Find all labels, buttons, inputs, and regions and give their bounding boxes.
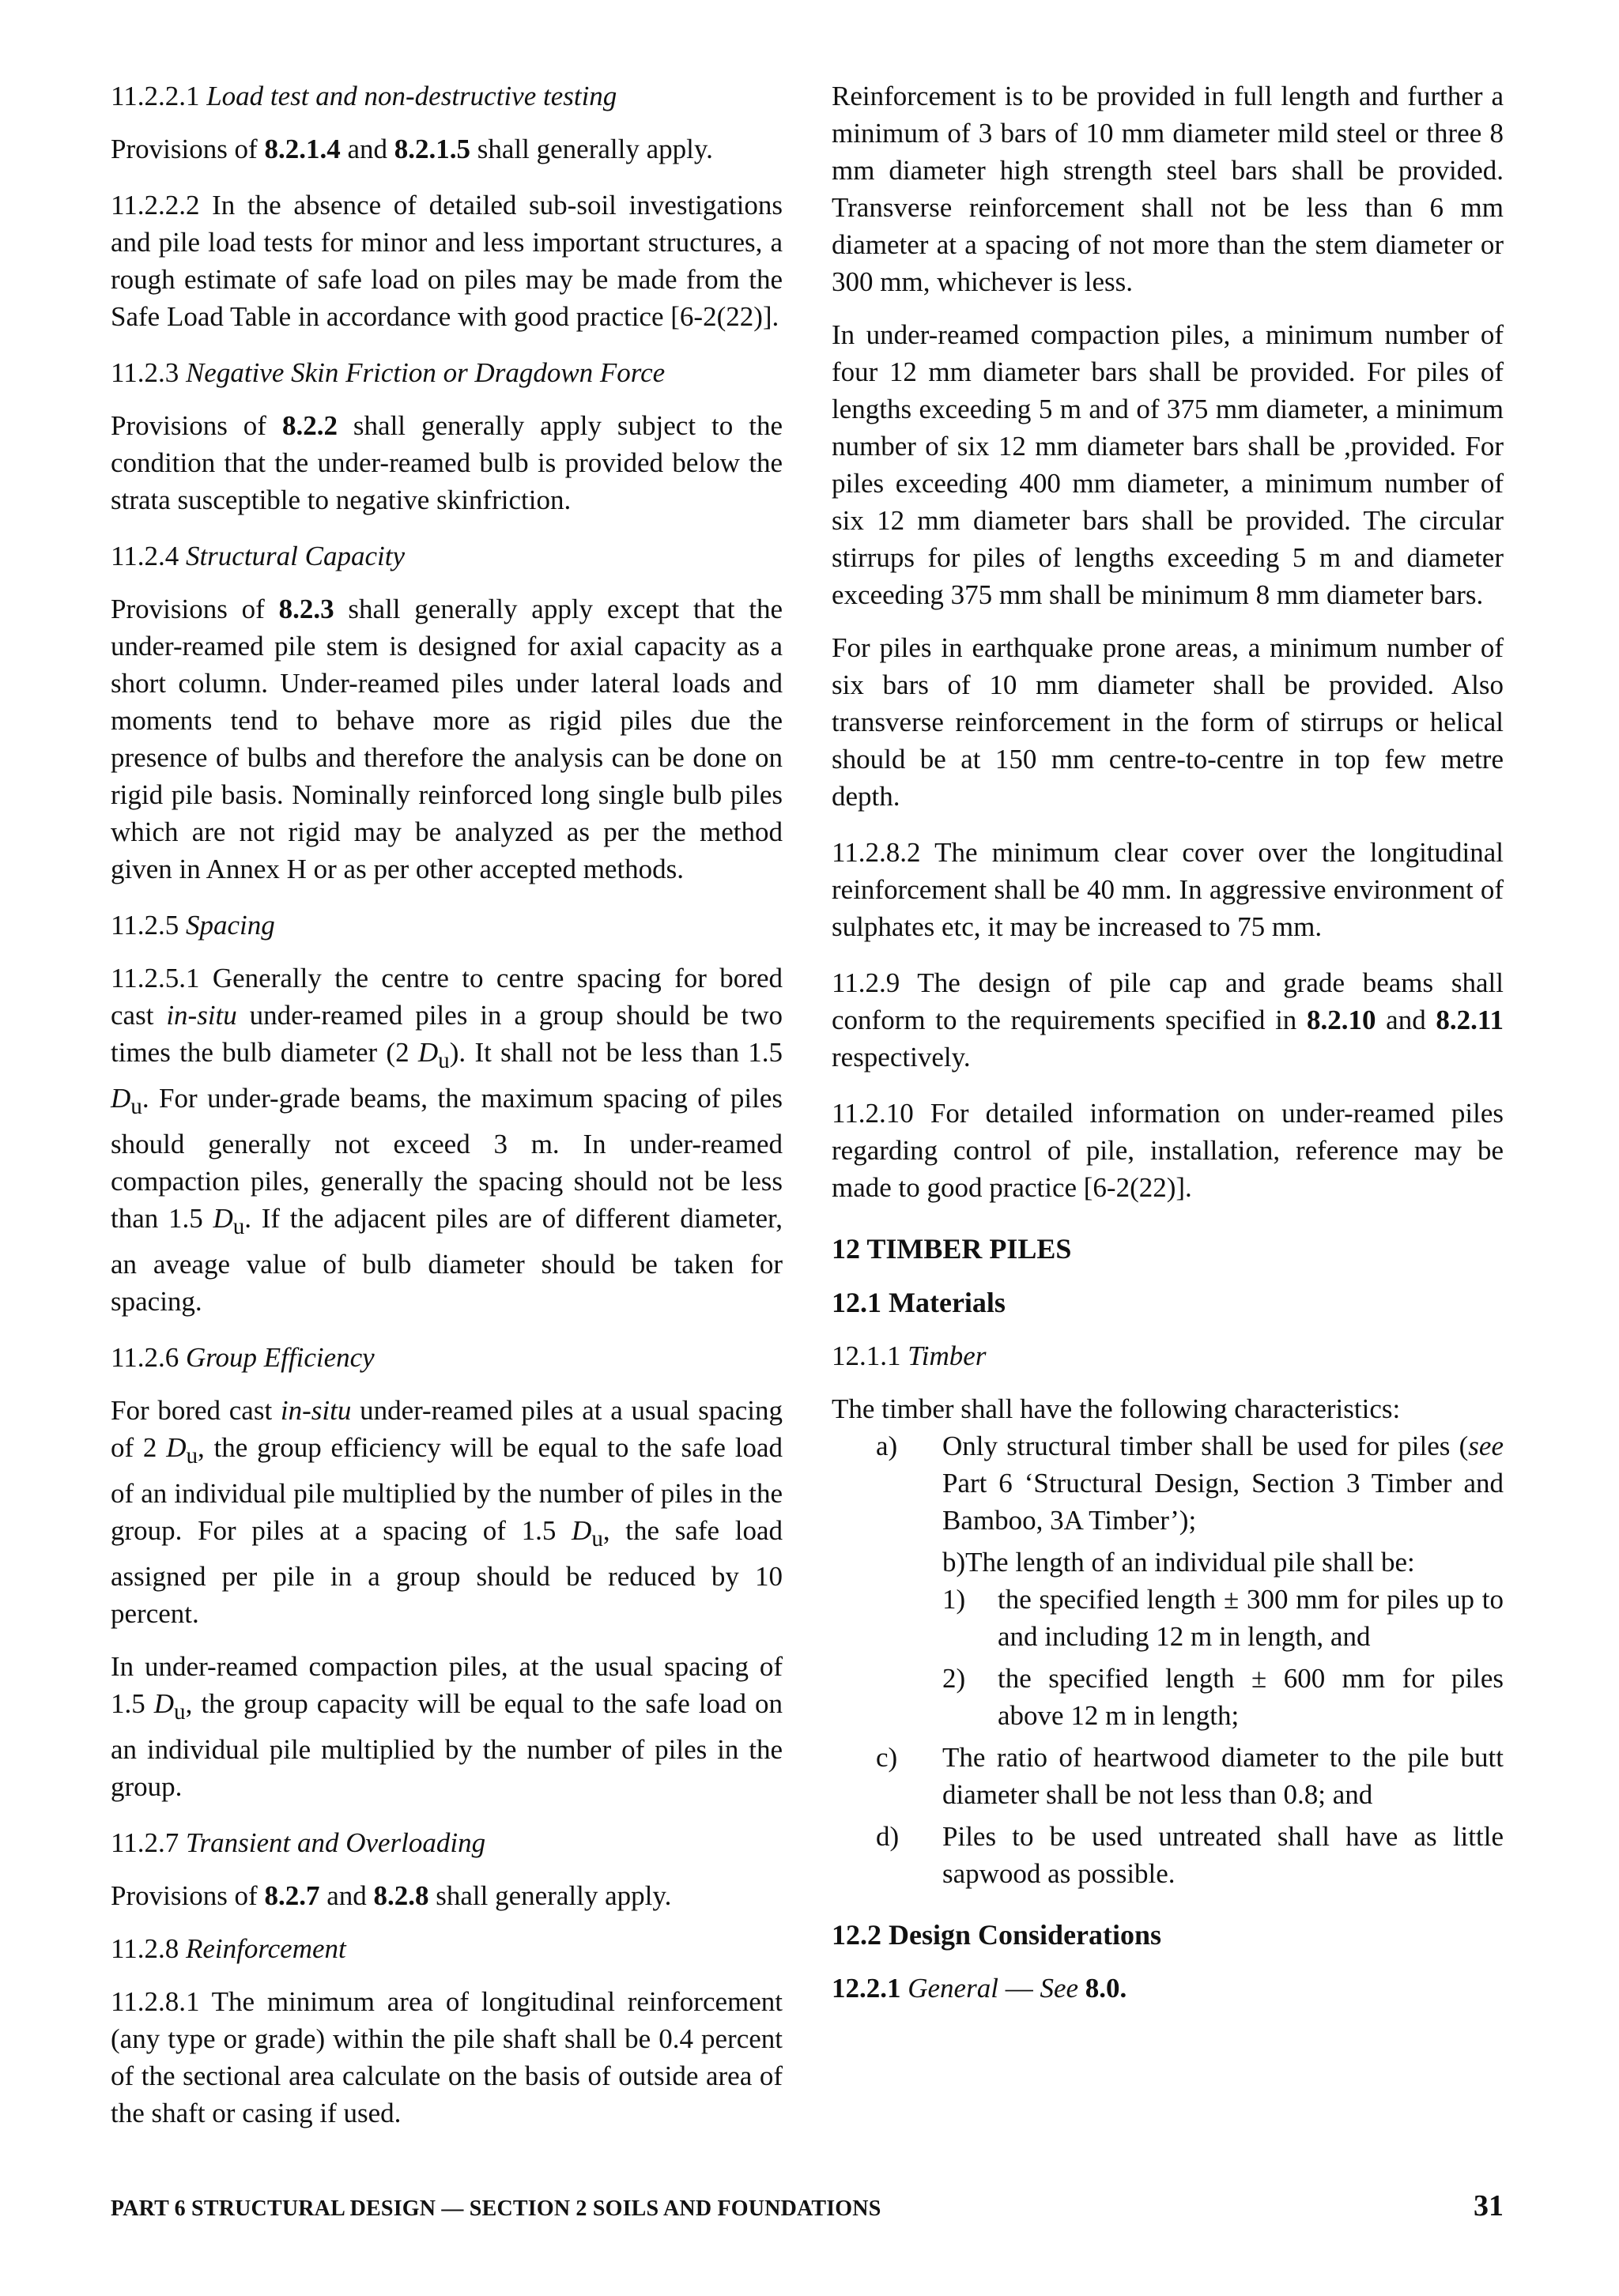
- heading-11-2-4: 11.2.4 Structural Capacity: [111, 541, 406, 571]
- para-11-2-10: 11.2.10 For detailed information on under-reamed piles regarding control of pile, installation, reference may be made to good practice [6-2(22)].: [832, 1098, 1504, 1203]
- heading-11-2-5: 11.2.5 Spacing: [111, 910, 275, 941]
- para-11-2-8-1: 11.2.8.1 The minimum area of longitudinal reinforcement (any type or grade) within the pile shaft shall be 0.4 percent of the sectional area calculate on the basis of outside area of the shaft or casing if used.: [111, 1986, 783, 2128]
- heading-11-2-7: 11.2.7 Transient and Overloading: [111, 1827, 486, 1858]
- para-11-2-9: 11.2.9 The design of pile cap and grade beams shall conform to the requirements specified in 8.2.10 and 8.2.11 respectively.: [832, 967, 1504, 1073]
- para-11-2-8-2: 11.2.8.2 The minimum clear cover over the longitudinal reinforcement shall be 40 mm. In aggressive environment of sulphates etc, it may be increased to 75 mm.: [832, 837, 1504, 942]
- para-11-2-2-2: 11.2.2.2 In the absence of detailed sub-soil investigations and pile load tests for minor and less important structures, a rough estimate of safe load on piles may be made from the Safe Load Table in accordance with good practice [6-2(22)].: [111, 190, 783, 332]
- right-column: [832, 77, 1504, 2007]
- para-compaction-piles: In under-reamed compaction piles, a minimum number of four 12 mm diameter bars shall be provided. For piles of lengths exceeding 5 m and of 375 mm diameter, a minimum number of six 12 mm diameter bars shall be ,provided. For piles exceeding 400 mm diameter, a minimum number of six 12 mm diameter bars shall be provided. The circular stirrups for piles of lengths exceeding 5 m and diameter exceeding 375 mm shall be minimum 8 mm diameter bars.: [832, 319, 1504, 610]
- footer-title: PART 6 STRUCTURAL DESIGN — SECTION 2 SOILS AND FOUNDATIONS: [111, 2196, 881, 2221]
- heading-11-2-2-1: 11.2.2.1 Load test and non-destructive testing: [111, 81, 617, 111]
- para-11-2-6-b: In under-reamed compaction piles, at the usual spacing of 1.5 $D_u$, the group capacity will be equal to the safe load on an individual pile multiplied by the number of piles in the group.: [111, 1651, 783, 1802]
- list-item: a) Only structural timber shall be used for piles (see Part 6 ‘Structural Design, Section 3 Timber and Bamboo, 3A Timber’);: [876, 1431, 1504, 1536]
- para-earthquake-areas: For piles in earthquake prone areas, a minimum number of six bars of 10 mm diameter shall be provided. Also transverse reinforcement in the form of stirrups or helical should be at 150 mm centre-to-centre in top few metre depth.: [832, 632, 1504, 812]
- para-12-1-1-intro: The timber shall have the following characteristics:: [832, 1393, 1401, 1424]
- para-reinforcement-length: Reinforcement is to be provided in full length and further a minimum of 3 bars of 10 mm diameter mild steel or three 8 mm diameter high strength steel bars shall be provided. Transverse reinforcement shall not be less than 6 mm diameter at a spacing of not more than the stem diameter or 300 mm, whichever is less.: [832, 81, 1504, 297]
- heading-11-2-3: 11.2.3 Negative Skin Friction or Dragdown Force: [111, 357, 666, 388]
- sub-list-item: 2) the specified length ± 600 mm for piles above 12 m in length;: [942, 1663, 1504, 1731]
- list-item: c) The ratio of heartwood diameter to the pile butt diameter shall be not less than 0.8; and: [876, 1742, 1504, 1810]
- para-11-2-7: Provisions of 8.2.7 and 8.2.8 shall generally apply.: [111, 1880, 672, 1911]
- left-column: [111, 77, 783, 2132]
- para-11-2-4: Provisions of 8.2.3 shall generally apply except that the under-reamed pile stem is designed for axial capacity as a short column. Under-reamed piles under lateral loads and moments tend to behave more as rigid piles due the presence of bulbs and therefore the analysis can be done on rigid pile basis. Nominally reinforced long single bulb piles which are not rigid may be analyzed as per the method given in Annex H or as per other accepted methods.: [111, 594, 783, 884]
- heading-11-2-8: 11.2.8 Reinforcement: [111, 1933, 346, 1964]
- sub-list-item: 1) the specified length ± 300 mm for piles up to and including 12 m in length, and: [942, 1584, 1504, 1652]
- heading-12-timber-piles: 12 TIMBER PILES: [832, 1233, 1072, 1265]
- heading-12-1-materials: 12.1 Materials: [832, 1287, 1006, 1318]
- para-11-2-6-a: For bored cast in-situ under-reamed piles at a usual spacing of 2 $D_u$, the group efficiency will be equal to the safe load of an individual pile multiplied by the number of piles in the group. For piles at a spacing of 1.5 $D_u$, the safe load assigned per pile in a group should be reduced by 10 percent.: [111, 1395, 783, 1629]
- para-11-2-3: Provisions of 8.2.2 shall generally apply subject to the condition that the under-reamed bulb is provided below the strata susceptible to negative skinfriction.: [111, 410, 783, 515]
- heading-12-2-1: 12.2.1 General — See 8.0.: [832, 1973, 1127, 2004]
- para-11-2-2-1: Provisions of 8.2.1.4 and 8.2.1.5 shall generally apply.: [111, 134, 713, 164]
- page-number: 31: [1474, 2189, 1504, 2222]
- heading-12-1-1: 12.1.1 Timber: [832, 1340, 987, 1371]
- list-item: d) Piles to be used untreated shall have as little sapwood as possible.: [876, 1821, 1504, 1889]
- timber-characteristics-list: [832, 1427, 1504, 1892]
- heading-11-2-6: 11.2.6 Group Efficiency: [111, 1342, 375, 1373]
- heading-12-2-design-considerations: 12.2 Design Considerations: [832, 1919, 1162, 1951]
- para-11-2-5-1: 11.2.5.1 Generally the centre to centre spacing for bored cast in-situ under-reamed piles in a group should be two times the bulb diameter (2 $D_u$). It shall not be less than 1.5 $D_u$. For under-grade beams, the maximum spacing of piles should generally not exceed 3 m. In under-reamed compaction piles, generally the spacing should not be less than 1.5 $D_u$. If the adjacent piles are of different diameter, an aveage value of bulb diameter should be taken for spacing.: [111, 963, 783, 1317]
- list-item: b)The length of an individual pile shall be: 1) the specified length ± 300 mm for piles up to and including 12 m in length, and 2) the specified length ± 600 mm for piles above 12 m in length;: [832, 1544, 1504, 1734]
